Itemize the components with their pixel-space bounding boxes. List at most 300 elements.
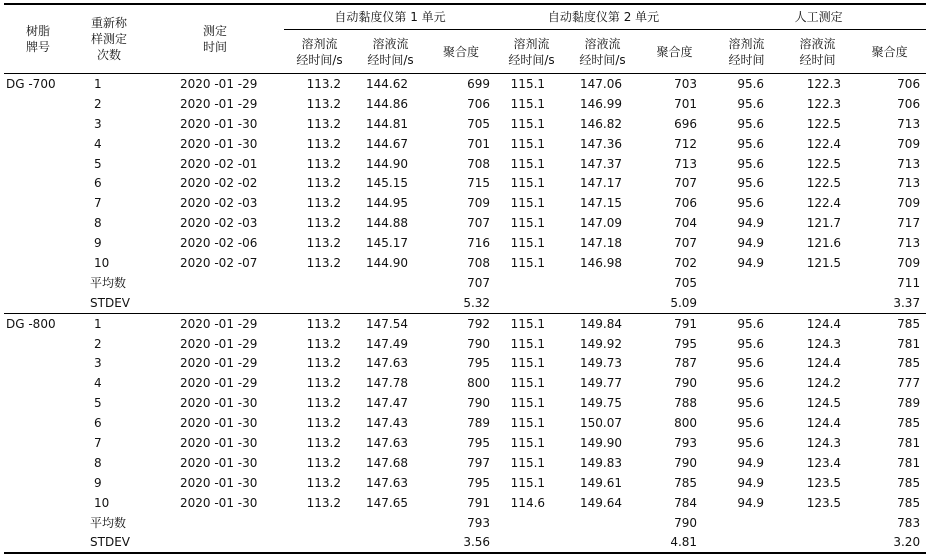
value-cell: 784: [674, 495, 698, 510]
table-row: [4, 473, 926, 493]
value-cell: 115.1: [496, 313, 567, 333]
viscosity-table: [4, 3, 926, 554]
value-cell: 123.5: [806, 475, 842, 490]
table-row: [4, 313, 926, 333]
value-cell: 115.1: [510, 116, 546, 131]
value-cell: 94.9: [737, 455, 765, 470]
empty-cell: [355, 293, 426, 313]
value-cell: 147.43: [366, 416, 408, 431]
value-cell: 785: [897, 356, 921, 371]
repeat-count-cell: 4: [94, 136, 102, 151]
value-cell: 713: [897, 236, 921, 251]
value-cell: 146.82: [580, 116, 623, 131]
table-row: [4, 213, 926, 233]
value-cell: 795: [467, 475, 491, 490]
repeat-count-cell: 9: [94, 236, 102, 251]
repeat-count-cell: 8: [94, 455, 102, 470]
value-cell: 785: [897, 416, 921, 431]
value-cell: 147.63: [366, 435, 408, 450]
value-cell: 149.61: [580, 475, 623, 490]
value-cell: 702: [674, 255, 698, 270]
value-cell: 708: [467, 255, 491, 270]
table-row: [4, 94, 926, 114]
value-cell: 115.1: [510, 96, 546, 111]
header-resin: [4, 4, 72, 74]
repeat-count-cell: 7: [94, 435, 102, 450]
value-cell: 94.9: [737, 236, 765, 251]
average-row: [4, 513, 926, 533]
date-cell: 2020 -01 -29: [180, 96, 258, 111]
value-cell: 781: [897, 336, 921, 351]
value-cell: 95.6: [737, 435, 765, 450]
value-cell: 791: [467, 495, 491, 510]
header-man-solvent: [711, 30, 782, 74]
empty-cell: [496, 513, 567, 533]
value-cell: 113.2: [306, 96, 341, 111]
value-cell: 706: [467, 96, 491, 111]
value-cell: 115.1: [510, 176, 546, 191]
date-cell: 2020 -02 -03: [180, 216, 258, 231]
value-cell: 115.1: [510, 156, 546, 171]
value-cell: 115.1: [510, 356, 546, 371]
table-row: [4, 154, 926, 174]
value-cell: 94.9: [737, 216, 765, 231]
resin-cell: [4, 94, 72, 114]
header-time-text: 测定 时间: [202, 24, 227, 54]
repeat-count-cell: 3: [94, 356, 102, 371]
header-group-unit2: 自动黏度仪第 2 单元: [496, 4, 711, 30]
value-cell: 705: [467, 116, 491, 131]
date-cell: 2020 -01 -30: [180, 475, 258, 490]
empty-cell: [4, 513, 72, 533]
value-cell: 113.2: [306, 455, 341, 470]
value-cell: 150.07: [580, 416, 623, 431]
date-cell: 2020 -01 -30: [180, 396, 258, 411]
value-cell: 146.98: [580, 255, 623, 270]
table-row: [4, 114, 926, 134]
value-cell: 791: [638, 313, 711, 333]
value-cell: 701: [467, 136, 491, 151]
value-cell: 144.62: [355, 74, 426, 94]
value-cell: 699: [426, 74, 496, 94]
value-cell: 149.64: [580, 495, 623, 510]
stdev-row: [4, 293, 926, 313]
value-cell: 795: [674, 336, 698, 351]
value-cell: 121.6: [806, 236, 842, 251]
value-cell: 115.1: [510, 255, 546, 270]
repeat-count-cell: 6: [94, 416, 102, 431]
resin-cell: [4, 453, 72, 473]
value-cell: 709: [897, 136, 921, 151]
value-cell: 124.5: [806, 396, 842, 411]
value-cell: 94.9: [737, 255, 765, 270]
empty-cell: [782, 532, 853, 553]
empty-cell: [496, 293, 567, 313]
empty-cell: [284, 513, 355, 533]
table-row: [4, 433, 926, 453]
value-cell: 149.92: [580, 336, 623, 351]
value-cell: 122.4: [806, 136, 842, 151]
date-cell: 2020 -02 -06: [180, 236, 258, 251]
header-u1-solution: [355, 30, 426, 74]
value-cell: 789: [897, 396, 921, 411]
empty-cell: [711, 532, 782, 553]
empty-cell: [146, 532, 284, 553]
value-cell: 115.1: [510, 455, 546, 470]
empty-cell: [567, 532, 638, 553]
value-cell: 121.5: [806, 255, 842, 270]
value-cell: 144.88: [366, 216, 408, 231]
value-cell: 115.1: [510, 376, 546, 391]
resin-cell: [4, 493, 72, 513]
date-cell: 2020 -02 -03: [180, 196, 258, 211]
date-cell: 2020 -01 -30: [180, 455, 258, 470]
value-cell: 144.95: [366, 196, 408, 211]
value-cell: 113.2: [306, 116, 341, 131]
resin-cell: [4, 253, 72, 273]
value-cell: 785: [853, 313, 926, 333]
repeat-count-cell: 10: [94, 495, 110, 510]
header-repeat: [72, 4, 146, 74]
date-cell: 2020 -02 -01: [180, 156, 258, 171]
value-cell: 147.36: [580, 136, 623, 151]
empty-cell: [146, 513, 284, 533]
value-cell: 149.77: [580, 376, 623, 391]
resin-cell: [4, 213, 72, 233]
value-cell: 790: [467, 336, 491, 351]
header-u2-solvent: [496, 30, 567, 74]
empty-cell: [782, 293, 853, 313]
value-cell: 115.1: [510, 196, 546, 211]
value-cell: 795: [467, 435, 491, 450]
average-value: 705: [674, 275, 698, 290]
empty-cell: [4, 532, 72, 553]
value-cell: 781: [897, 435, 921, 450]
value-cell: 115.1: [510, 475, 546, 490]
value-cell: 716: [467, 236, 491, 251]
stdev-label: STDEV: [90, 295, 130, 310]
value-cell: 785: [674, 475, 698, 490]
resin-cell: [4, 154, 72, 174]
resin-cell: [4, 233, 72, 253]
value-cell: 708: [467, 156, 491, 171]
value-cell: 95.6: [737, 196, 765, 211]
value-cell: 95.6: [737, 116, 765, 131]
value-cell: 790: [467, 396, 491, 411]
header-u1-solvent: [284, 30, 355, 74]
value-cell: 147.09: [580, 216, 623, 231]
header-time: [146, 4, 284, 74]
value-cell: 113.2: [306, 136, 341, 151]
resin-cell: [4, 334, 72, 354]
value-cell: 145.15: [366, 176, 408, 191]
repeat-count-cell: 7: [94, 196, 102, 211]
value-cell: 147.47: [366, 396, 408, 411]
value-cell: 113.2: [284, 74, 355, 94]
value-cell: 144.81: [366, 116, 408, 131]
table-row: [4, 413, 926, 433]
date-cell: 2020 -01 -30: [180, 416, 258, 431]
value-cell: 717: [897, 216, 921, 231]
repeat-count-cell: 2: [94, 96, 102, 111]
value-cell: 113.2: [306, 336, 341, 351]
value-cell: 785: [897, 495, 921, 510]
value-cell: 144.67: [366, 136, 408, 151]
repeat-count-cell: 1: [72, 313, 146, 333]
value-cell: 800: [674, 416, 698, 431]
value-cell: 709: [897, 196, 921, 211]
header-u1-dp: 聚合度: [426, 30, 496, 74]
resin-cell: [4, 353, 72, 373]
header-man-solvent-text: 溶剂流 经时间: [728, 36, 765, 67]
value-cell: 113.2: [306, 495, 341, 510]
resin-cell: [4, 393, 72, 413]
table-row: [4, 173, 926, 193]
value-cell: 124.4: [806, 416, 842, 431]
header-man-dp: 聚合度: [853, 30, 926, 74]
value-cell: 147.18: [580, 236, 623, 251]
header-man-solution: [782, 30, 853, 74]
value-cell: 115.1: [510, 236, 546, 251]
header-repeat-text: 重新称 样测定 次数: [90, 16, 127, 62]
date-cell: 2020 -01 -29: [146, 313, 284, 333]
resin-cell: [4, 433, 72, 453]
stdev-value: 5.09: [670, 295, 698, 310]
value-cell: 800: [467, 376, 491, 391]
repeat-count-cell: 6: [94, 176, 102, 191]
date-cell: 2020 -01 -29: [180, 376, 258, 391]
empty-cell: [146, 293, 284, 313]
table-row: [4, 134, 926, 154]
value-cell: 696: [674, 116, 698, 131]
date-cell: 2020 -01 -30: [180, 435, 258, 450]
value-cell: 113.2: [306, 156, 341, 171]
empty-cell: [496, 532, 567, 553]
value-cell: 115.1: [510, 216, 546, 231]
repeat-count-cell: 1: [72, 74, 146, 94]
value-cell: 114.6: [510, 495, 546, 510]
table-row: [4, 373, 926, 393]
header-u1-solution-text: 溶液流 经时间/s: [367, 36, 414, 67]
repeat-count-cell: 9: [94, 475, 102, 490]
value-cell: 707: [674, 236, 698, 251]
value-cell: 113.2: [306, 376, 341, 391]
value-cell: 113.2: [306, 475, 341, 490]
value-cell: 792: [426, 313, 496, 333]
value-cell: 793: [674, 435, 698, 450]
value-cell: 113.2: [306, 216, 341, 231]
header-u2-dp: 聚合度: [638, 30, 711, 74]
value-cell: 147.15: [580, 196, 623, 211]
value-cell: 122.3: [782, 74, 853, 94]
stdev-value: 3.56: [426, 532, 496, 553]
date-cell: 2020 -01 -30: [180, 136, 258, 151]
value-cell: 149.84: [567, 313, 638, 333]
value-cell: 149.83: [580, 455, 623, 470]
value-cell: 113.2: [284, 313, 355, 333]
repeat-count-cell: 5: [94, 396, 102, 411]
value-cell: 147.06: [567, 74, 638, 94]
value-cell: 146.99: [580, 96, 623, 111]
table-row: [4, 74, 926, 94]
average-label: 平均数: [90, 275, 127, 290]
average-value: 790: [674, 515, 698, 530]
value-cell: 147.17: [580, 176, 623, 191]
value-cell: 704: [674, 216, 698, 231]
average-value: 707: [467, 275, 491, 290]
average-value: 711: [897, 275, 921, 290]
value-cell: 113.2: [306, 196, 341, 211]
resin-cell: [4, 193, 72, 213]
value-cell: 124.3: [806, 435, 842, 450]
empty-cell: [567, 513, 638, 533]
stdev-row: [4, 532, 926, 553]
table-row: [4, 334, 926, 354]
value-cell: 790: [674, 455, 698, 470]
table-row: [4, 393, 926, 413]
date-cell: 2020 -01 -30: [180, 495, 258, 510]
repeat-count-cell: 5: [94, 156, 102, 171]
empty-cell: [284, 273, 355, 293]
average-row: [4, 273, 926, 293]
repeat-count-cell: 3: [94, 116, 102, 131]
value-cell: 95.6: [711, 313, 782, 333]
value-cell: 707: [467, 216, 491, 231]
resin-cell: [4, 114, 72, 134]
value-cell: 115.1: [510, 396, 546, 411]
value-cell: 144.86: [366, 96, 408, 111]
resin-cell: [4, 173, 72, 193]
value-cell: 115.1: [510, 435, 546, 450]
stdev-value: 3.37: [893, 295, 921, 310]
table-row: [4, 193, 926, 213]
value-cell: 95.6: [737, 156, 765, 171]
value-cell: 147.54: [355, 313, 426, 333]
value-cell: 706: [897, 96, 921, 111]
average-value: 783: [897, 515, 921, 530]
empty-cell: [4, 293, 72, 313]
resin-cell: [4, 134, 72, 154]
empty-cell: [711, 273, 782, 293]
value-cell: 122.5: [806, 156, 842, 171]
date-cell: 2020 -01 -29: [180, 356, 258, 371]
value-cell: 149.75: [580, 396, 623, 411]
value-cell: 149.90: [580, 435, 623, 450]
value-cell: 713: [674, 156, 698, 171]
empty-cell: [496, 273, 567, 293]
value-cell: 95.6: [737, 376, 765, 391]
value-cell: 787: [674, 356, 698, 371]
value-cell: 147.65: [366, 495, 408, 510]
value-cell: 123.4: [806, 455, 842, 470]
value-cell: 124.4: [806, 356, 842, 371]
value-cell: 147.68: [366, 455, 408, 470]
date-cell: 2020 -01 -29: [180, 336, 258, 351]
value-cell: 121.7: [806, 216, 842, 231]
value-cell: 122.5: [806, 176, 842, 191]
empty-cell: [567, 273, 638, 293]
value-cell: 122.4: [806, 196, 842, 211]
value-cell: 95.6: [737, 136, 765, 151]
repeat-count-cell: 4: [94, 376, 102, 391]
date-cell: 2020 -01 -30: [180, 116, 258, 131]
resin-cell: [4, 473, 72, 493]
value-cell: 147.78: [366, 376, 408, 391]
value-cell: 124.2: [806, 376, 842, 391]
stdev-value: 3.20: [853, 532, 926, 553]
date-cell: 2020 -01 -29: [146, 74, 284, 94]
value-cell: 115.1: [510, 416, 546, 431]
value-cell: 124.4: [782, 313, 853, 333]
table-row: [4, 353, 926, 373]
empty-cell: [284, 293, 355, 313]
value-cell: 113.2: [306, 356, 341, 371]
empty-cell: [567, 293, 638, 313]
value-cell: 95.6: [737, 96, 765, 111]
resin-cell: DG -800: [4, 313, 72, 333]
table-row: [4, 493, 926, 513]
value-cell: 95.6: [711, 74, 782, 94]
empty-cell: [355, 273, 426, 293]
value-cell: 113.2: [306, 416, 341, 431]
value-cell: 95.6: [737, 336, 765, 351]
header-u2-solvent-text: 溶剂流 经时间/s: [508, 36, 555, 67]
header-u1-solvent-text: 溶剂流 经时间/s: [296, 36, 343, 67]
date-cell: 2020 -02 -07: [180, 255, 258, 270]
value-cell: 145.17: [366, 236, 408, 251]
value-cell: 790: [674, 376, 698, 391]
value-cell: 777: [897, 376, 921, 391]
value-cell: 147.63: [366, 356, 408, 371]
header-group-manual: 人工测定: [711, 4, 926, 30]
value-cell: 785: [897, 475, 921, 490]
empty-cell: [355, 532, 426, 553]
date-cell: 2020 -02 -02: [180, 176, 258, 191]
value-cell: 147.49: [366, 336, 408, 351]
value-cell: 707: [674, 176, 698, 191]
repeat-count-cell: 2: [94, 336, 102, 351]
value-cell: 701: [674, 96, 698, 111]
value-cell: 789: [467, 416, 491, 431]
value-cell: 95.6: [737, 176, 765, 191]
repeat-count-cell: 10: [94, 255, 110, 270]
value-cell: 713: [897, 116, 921, 131]
value-cell: 797: [467, 455, 491, 470]
empty-cell: [711, 513, 782, 533]
value-cell: 115.1: [510, 136, 546, 151]
value-cell: 703: [638, 74, 711, 94]
stdev-value: 4.81: [638, 532, 711, 553]
value-cell: 95.6: [737, 356, 765, 371]
value-cell: 122.3: [806, 96, 842, 111]
average-label: 平均数: [90, 515, 127, 530]
value-cell: 781: [897, 455, 921, 470]
value-cell: 115.1: [496, 74, 567, 94]
header-resin-text: 树脂 牌号: [25, 24, 50, 54]
value-cell: 144.90: [366, 156, 408, 171]
table-row: [4, 233, 926, 253]
table-row: [4, 453, 926, 473]
stdev-label: STDEV: [72, 532, 146, 553]
stdev-value: 5.32: [463, 295, 491, 310]
header-u2-solution-text: 溶液流 经时间/s: [579, 36, 626, 67]
value-cell: 788: [674, 396, 698, 411]
empty-cell: [146, 273, 284, 293]
value-cell: 113.2: [306, 435, 341, 450]
value-cell: 147.63: [366, 475, 408, 490]
value-cell: 124.3: [806, 336, 842, 351]
value-cell: 715: [467, 176, 491, 191]
